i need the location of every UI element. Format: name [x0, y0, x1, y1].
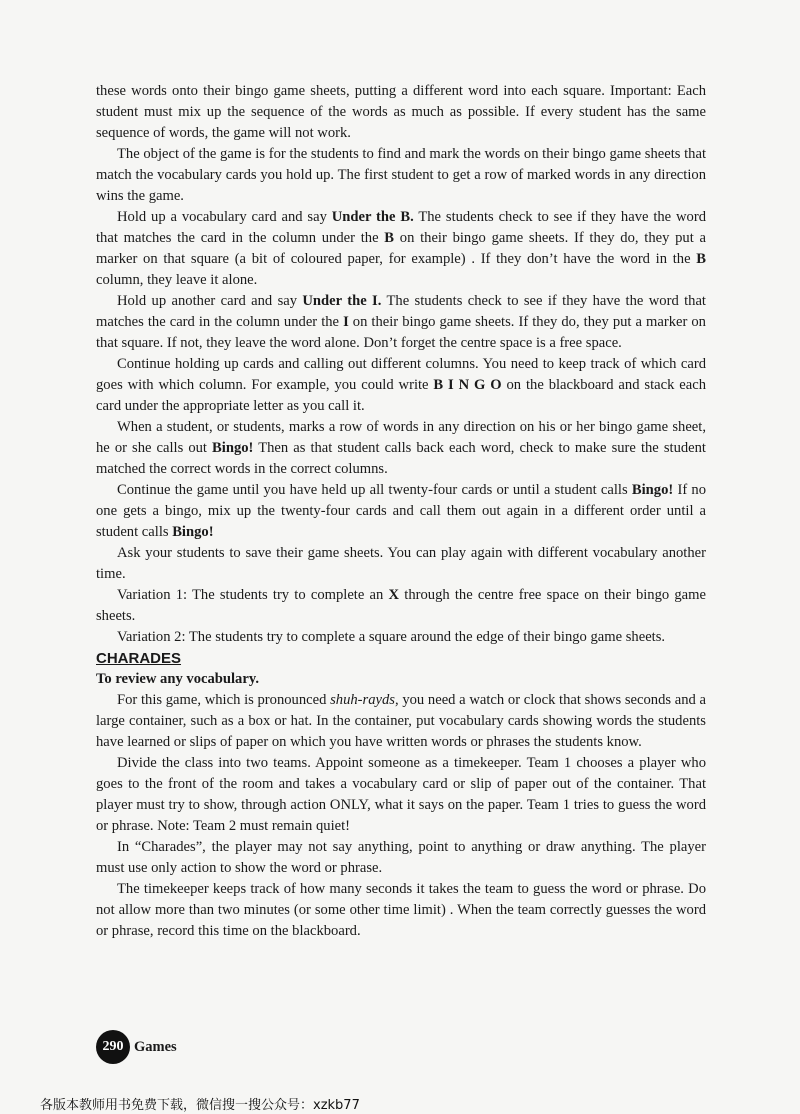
paragraph: Hold up another card and say Under the I. The students check to see if they have the word that matches the card in the column under the I on their bingo game sheets. If they do, they put a marker on that square. If not, they leave the word alone. Don’t forget the centre space is a free space.	[96, 293, 706, 351]
paragraph: When a student, or students, marks a row of words in any direction on his or her bingo game sheet, he or she calls out Bingo! Then as that student calls back each word, check to make sure the student matched the correct words in the correct columns.	[96, 419, 706, 477]
paragraph: The timekeeper keeps track of how many seconds it takes the team to guess the word or phrase. Do not allow more than two minutes (or some other time limit) . When the team correctly guesses the word or phrase, record this time on the blackboard.	[96, 881, 706, 939]
paragraph: Continue the game until you have held up all twenty-four cards or until a student calls Bingo! If no one gets a bingo, mix up the twenty-four cards and call them out again in a different order until a student calls Bingo!	[96, 482, 706, 540]
watermark-text: 各版本教师用书免费下载，微信搜一搜公众号：xzkb77	[40, 1098, 360, 1113]
section-heading: CHARADES	[96, 650, 182, 667]
paragraph: Ask your students to save their game sheets. You can play again with different vocabulary another time.	[96, 545, 706, 582]
section-subheading: To review any vocabulary.	[96, 671, 259, 687]
paragraph: In “Charades”, the player may not say anything, point to anything or draw anything. The player must use only action to show the word or phrase.	[96, 839, 706, 876]
page-number: 290	[96, 1030, 130, 1064]
section-label: Games	[134, 1038, 177, 1055]
page-body	[96, 81, 706, 942]
paragraph: Variation 2: The students try to complete a square around the edge of their bingo game sheets.	[117, 629, 666, 645]
paragraph: Divide the class into two teams. Appoint someone as a timekeeper. Team 1 chooses a player who goes to the front of the room and takes a vocabulary card or slip of paper out of the container. That player must try to show, through action ONLY, what it says on the paper. Team 1 tries to guess the word or phrase. Note: Team 2 must remain quiet!	[96, 755, 706, 834]
paragraph: Variation 1: The students try to complete an X through the centre free space on their bingo game sheets.	[96, 587, 706, 624]
paragraph: these words onto their bingo game sheets, putting a different word into each square. Important: Each student must mix up the sequence of the words as much as possible. If every student has the same sequence of words, the game will not work.	[96, 83, 706, 141]
page-footer	[96, 1030, 177, 1064]
paragraph: Hold up a vocabulary card and say Under the B. The students check to see if they have the word that matches the card in the column under the B on their bingo game sheets. If they do, they put a marker on that square (a bit of coloured paper, for example) . If they don’t have the word in the B column, they leave it alone.	[96, 209, 706, 288]
paragraph: Continue holding up cards and calling out different columns. You need to keep track of which card goes with which column. For example, you could write B I N G O on the blackboard and stack each card under the appropriate letter as you call it.	[96, 356, 706, 414]
paragraph: The object of the game is for the students to find and mark the words on their bingo game sheets that match the vocabulary cards you hold up. The first student to get a row of marked words in any direction wins the game.	[96, 146, 706, 204]
paragraph: For this game, which is pronounced shuh-rayds, you need a watch or clock that shows seconds and a large container, such as a box or hat. In the container, put vocabulary cards showing words the students have learned or slips of paper on which you have written words or phrases the students know.	[96, 692, 706, 750]
